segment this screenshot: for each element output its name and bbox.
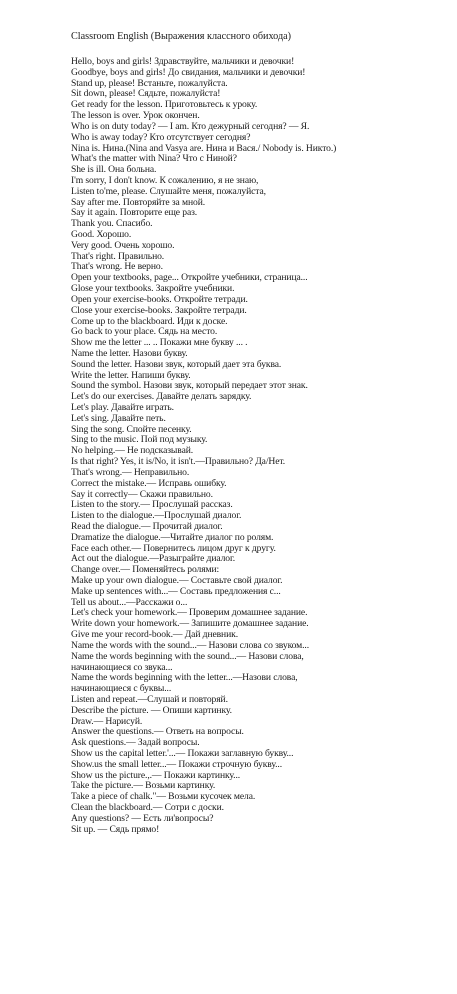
- phrase-line: Listen to the story.— Прослушай рассказ.: [71, 499, 233, 511]
- phrase-line: Name the letter. Назови букву.: [71, 347, 188, 359]
- phrase-line: Tell us about...—Расскажи о...: [71, 596, 188, 608]
- phrase-line: Come up to the blackboard. Иди к доске.: [71, 315, 228, 327]
- phrase-line: Glose your textbooks. Закройте учебники.: [71, 283, 235, 295]
- phrase-line: Read the dialogue.— Прочитай диалог.: [71, 520, 223, 532]
- phrase-line: Show.us the small letter...— Покажи строчную букву...: [71, 758, 283, 770]
- phrase-line: Give me your record-book.— Дай дневник.: [71, 629, 238, 641]
- phrase-line: Sing to the music. Пой под музыку.: [71, 434, 208, 446]
- phrase-line: Any questions? — Есть ли'вопросы?: [71, 812, 214, 824]
- phrase-line: Sit up. — Сядь прямо!: [71, 823, 160, 835]
- phrase-line: Listen to the dialogue.—Прослушай диалог.: [71, 510, 242, 522]
- phrase-line: Close your exercise-books. Закройте тетради.: [71, 304, 247, 316]
- phrase-line: I'm sorry, I don't know. К сожалению, я не знаю,: [71, 174, 259, 186]
- phrase-line: Very good. Очень хорошо.: [71, 239, 175, 251]
- phrase-line: Let's sing. Давайте петь.: [71, 412, 166, 424]
- phrase-line: Draw.— Нарисуй.: [71, 715, 143, 727]
- phrase-line: Who is away today? Кто отсутствует сегодня?: [71, 131, 251, 143]
- phrase-line: Get ready for the lesson. Приготовьтесь к уроку.: [71, 99, 258, 111]
- phrase-line: Sound the letter. Назови звук, который дает эта буква.: [71, 358, 282, 370]
- phrase-line: Sound the symbol. Назови звук, который передает этот знак.: [71, 380, 308, 392]
- phrase-line: Is that right? Yes, it is/No, it isn't.—Правильно? Да/Нет.: [71, 456, 286, 468]
- phrase-line: Take a piece of chalk."— Возьми кусочек мела.: [71, 791, 256, 803]
- phrase-line: Name the words beginning with the sound...— Назови слова,: [71, 650, 304, 662]
- phrase-line: начинающиеся с буквы...: [71, 683, 172, 695]
- phrase-line: Listen and repeat.—Слушай и повторяй.: [71, 693, 228, 705]
- phrase-line: Make up sentences with...— Составь предложения с...: [71, 585, 281, 597]
- phrase-line: Say it again. Повторите еще раз.: [71, 207, 198, 219]
- phrase-line: Goodbye, boys and girls! До свидания, мальчики и девочки!: [71, 66, 306, 78]
- phrase-line: Good. Хорошо.: [71, 229, 132, 240]
- phrase-line: Hello, boys and girls! Здравствуйте, мальчики и девочки!: [71, 56, 295, 67]
- phrase-line: Name the words beginning with the letter...—Назови слова,: [71, 672, 298, 684]
- phrase-line: Change over.— Поменяйтесь ролями:: [71, 564, 220, 576]
- phrase-line: начинающиеся со звука...: [71, 661, 173, 673]
- phrase-line: Show us the picture.,.— Покажи картинку...: [71, 769, 241, 781]
- phrase-line: Sit down, please! Сядьте, пожалуйста!: [71, 88, 221, 100]
- phrase-line: Dramatize the dialogue.—Читайте диалог по ролям.: [71, 531, 274, 543]
- phrase-line: Sing the song. Спойте песенку.: [71, 423, 192, 435]
- phrase-line: Act out the dialogue.—Разыграйте диалог.: [71, 553, 236, 565]
- phrase-line: Correct the mistake.— Исправь ошибку.: [71, 477, 227, 489]
- phrase-line: Let's check your homework.— Проверим домашнее задание.: [71, 607, 308, 619]
- phrase-line: Show us the capital letter.'...— Покажи заглавную букву...: [71, 748, 294, 759]
- phrase-line: Let's play. Давайте играть.: [71, 402, 174, 413]
- phrase-line: Ask questions.— Задай вопросы.: [71, 737, 200, 749]
- phrase-line: Name the words with the sound...— Назови слова со звуком...: [71, 639, 310, 651]
- phrase-line: She is ill. Она больна.: [71, 164, 157, 176]
- phrase-line: No helping.— Не подсказывай.: [71, 445, 194, 457]
- phrase-line: Open your textbooks, page... Откройте учебники, страница...: [71, 272, 308, 284]
- phrase-line: Write down your homework.— Запишите домашнее задание.: [71, 618, 309, 630]
- phrase-line: Nina is. Нина.(Nina and Vasya are. Нина и Вася./ Nobody is. Никто.): [71, 142, 337, 154]
- phrase-line: Who is on duty today? — I am. Кто дежурный сегодня? — Я.: [71, 120, 310, 132]
- phrase-line: Listen to'me, please. Слушайте меня, пожалуйста,: [71, 185, 266, 197]
- phrase-line: The lesson is over. Урок окончен.: [71, 110, 200, 122]
- phrase-line: Answer the questions.— Ответь на вопросы.: [71, 726, 244, 738]
- phrase-line: Take the picture.— Возьми картинку.: [71, 780, 216, 792]
- phrase-line: That's wrong. Не верно.: [71, 261, 163, 273]
- phrase-line: Let's do our exercises. Давайте делать зарядку.: [71, 391, 252, 403]
- phrase-line: Go back to your place. Сядь на место.: [71, 326, 218, 338]
- phrase-line: Open your exercise-books. Откройте тетради.: [71, 293, 248, 305]
- phrase-line: Say it correctly— Скажи правильно.: [71, 488, 213, 500]
- phrase-line: Write the letter. Напиши букву.: [71, 369, 191, 381]
- phrase-line: That's wrong.— Неправильно.: [71, 466, 190, 478]
- phrase-line: Thank you. Спасибо.: [71, 218, 153, 230]
- phrase-line: Stand up, please! Встаньте, пожалуйста.: [71, 77, 228, 89]
- phrase-line: That's right. Правильно.: [71, 250, 165, 262]
- phrase-line: What's the matter with Nina? Что с Ниной?: [71, 153, 237, 165]
- phrase-list: [71, 57, 417, 836]
- document-title: Classroom English (Выражения классного обихода): [71, 31, 292, 42]
- phrase-line: Describe the picture. — Опиши картинку.: [71, 704, 232, 716]
- phrase-line: Face each other.— Повернитесь лицом друг к другу.: [71, 542, 276, 554]
- phrase-line: Clean the blackboard.— Сотри с доски.: [71, 802, 224, 814]
- phrase-line: Say after me. Повторяйте за мной.: [71, 196, 206, 208]
- phrase-line: Show me the letter ... .. Покажи мне букву ... .: [71, 337, 248, 349]
- phrase-line: Make up your own dialogue.— Составьте свой диалог.: [71, 575, 283, 586]
